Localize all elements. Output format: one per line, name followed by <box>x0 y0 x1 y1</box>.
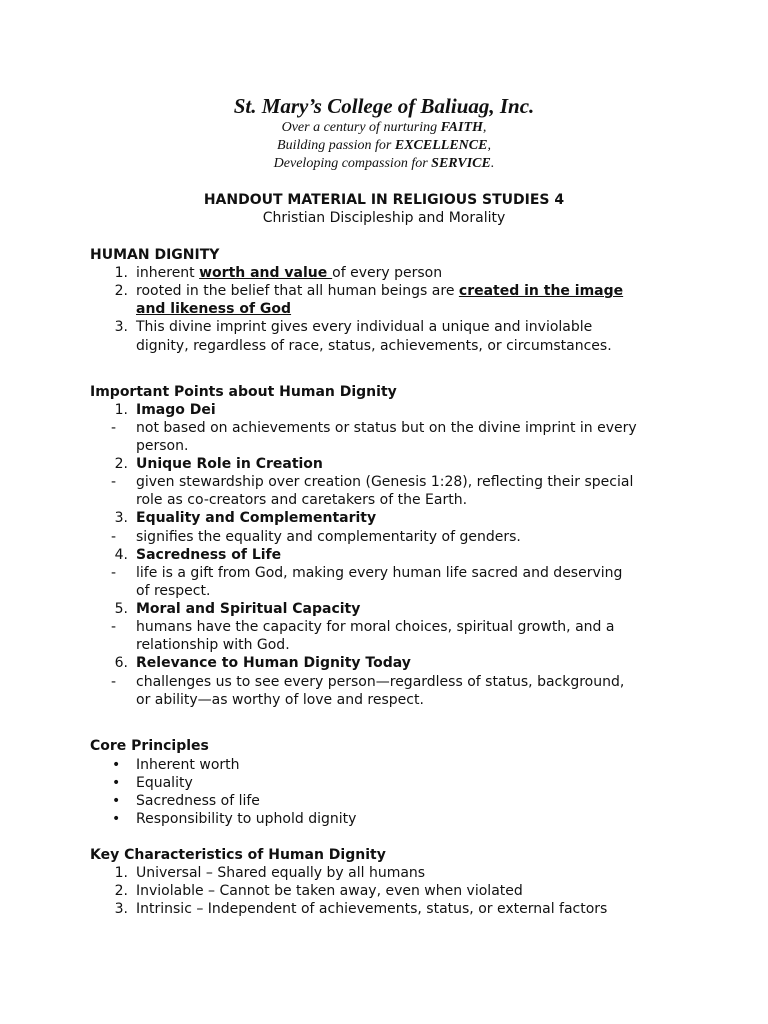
dash-marker: - <box>111 565 117 581</box>
school-name: St. Mary’s College of Baliuag, Inc. <box>233 94 535 118</box>
point-title: Equality and Complementarity <box>136 510 377 526</box>
dash-marker: - <box>111 619 117 635</box>
list-item: Equality <box>136 775 193 791</box>
handout-subtitle: Christian Discipleship and Morality <box>262 210 506 226</box>
motto-line-2: Building passion for EXCELLENCE, <box>277 138 491 153</box>
list-number: 1. <box>114 402 128 418</box>
section-heading-key-characteristics: Key Characteristics of Human Dignity <box>90 847 386 863</box>
bullet-marker: • <box>112 793 121 809</box>
list-item: Intrinsic – Independent of achievements, status, or external factors <box>136 901 608 917</box>
section-heading-core-principles: Core Principles <box>90 738 209 754</box>
list-item: Responsibility to uphold dignity <box>136 811 357 827</box>
list-number: 1. <box>114 265 128 281</box>
dash-marker: - <box>111 529 117 545</box>
dash-marker: - <box>111 674 117 690</box>
list-number: 2. <box>114 883 128 899</box>
point-title: Moral and Spiritual Capacity <box>136 601 361 617</box>
point-title: Unique Role in Creation <box>136 456 323 472</box>
list-item-continuation: dignity, regardless of race, status, achievements, or circumstances. <box>136 338 612 354</box>
handout-title: HANDOUT MATERIAL IN RELIGIOUS STUDIES 4 <box>203 192 565 208</box>
motto-line-3: Developing compassion for SERVICE. <box>273 156 495 171</box>
list-item: Sacredness of life <box>136 793 260 809</box>
list-number: 6. <box>114 655 128 671</box>
bullet-marker: • <box>112 811 121 827</box>
point-title: Imago Dei <box>136 402 216 418</box>
point-text: person. <box>136 438 189 454</box>
list-number: 3. <box>114 319 128 335</box>
bullet-marker: • <box>112 775 121 791</box>
list-item: This divine imprint gives every individual a unique and inviolable <box>136 319 593 335</box>
list-item: Universal – Shared equally by all humans <box>136 865 426 881</box>
point-text: challenges us to see every person—regardless of status, background, <box>136 674 625 690</box>
dash-marker: - <box>111 474 117 490</box>
motto-line-1: Over a century of nurturing FAITH, <box>281 120 487 135</box>
point-text: given stewardship over creation (Genesis 1:28), reflecting their special <box>136 474 634 490</box>
list-number: 5. <box>114 601 128 617</box>
list-item: inherent worth and value of every person <box>136 265 443 281</box>
list-item-continuation: and likeness of God <box>136 301 292 317</box>
point-text: signifies the equality and complementarity of genders. <box>136 529 521 545</box>
point-text: relationship with God. <box>136 637 290 653</box>
point-text: role as co-creators and caretakers of the Earth. <box>136 492 468 508</box>
point-text: or ability—as worthy of love and respect. <box>136 692 424 708</box>
list-item: Inherent worth <box>136 757 240 773</box>
list-number: 2. <box>114 283 128 299</box>
list-number: 2. <box>114 456 128 472</box>
point-text: not based on achievements or status but on the divine imprint in every <box>136 420 637 436</box>
list-number: 4. <box>114 547 128 563</box>
point-text: humans have the capacity for moral choices, spiritual growth, and a <box>136 619 615 635</box>
point-text: life is a gift from God, making every human life sacred and deserving <box>136 565 623 581</box>
section-heading-important-points: Important Points about Human Dignity <box>90 384 397 400</box>
list-item: Inviolable – Cannot be taken away, even when violated <box>136 883 523 899</box>
point-title: Relevance to Human Dignity Today <box>136 655 411 671</box>
list-number: 3. <box>114 510 128 526</box>
list-number: 3. <box>114 901 128 917</box>
point-text: of respect. <box>136 583 211 599</box>
bullet-marker: • <box>112 757 121 773</box>
list-item: rooted in the belief that all human beings are created in the image <box>136 283 624 299</box>
dash-marker: - <box>111 420 117 436</box>
section-heading-human-dignity: HUMAN DIGNITY <box>90 247 220 263</box>
point-title: Sacredness of Life <box>136 547 282 563</box>
list-number: 1. <box>114 865 128 881</box>
